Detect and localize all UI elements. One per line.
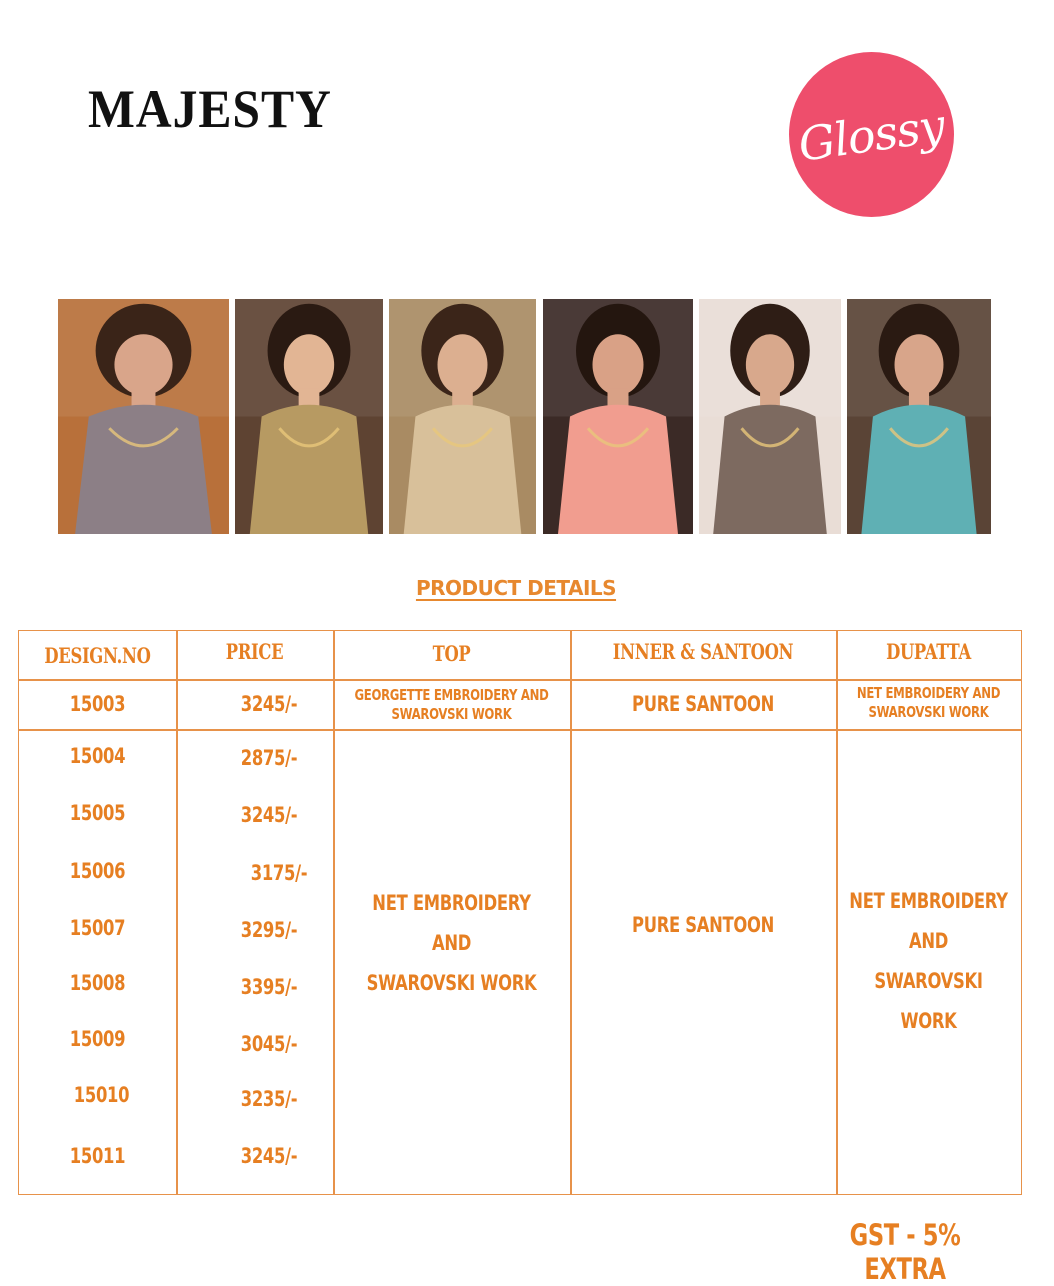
inner-group-cell: PURE SANTOON [632,913,774,937]
price-cell: 3245/- [240,803,298,827]
dupatta-line: SWAROVSKI WORK [868,703,989,721]
logo-text: Glossy [795,97,948,172]
row-divider [19,679,1021,681]
model-neck [909,388,929,407]
design-no-cell: 15007 [69,916,126,940]
price-cell: 3245/- [240,692,298,716]
dupatta-line: AND [908,929,949,953]
design-no-cell: 15010 [73,1083,130,1107]
model-neck [299,388,320,407]
dupatta-cell [849,684,1009,722]
model-face [593,334,644,395]
header-inner-santoon: INNER & SANTOON [612,639,794,664]
header-design-no: DESIGN.NO [44,643,151,668]
glossy-logo [789,52,954,217]
model-garment [250,405,368,534]
model-photo-6 [847,299,991,534]
dupatta-line: SWAROVSKI WORK [874,969,983,1033]
dupatta-group-cell [849,881,1009,1041]
model-photo-3-art [389,299,536,534]
design-no-cell: 15006 [69,859,126,883]
model-garment [861,405,976,534]
design-no-cell: 15003 [69,692,126,716]
top-line: SWAROVSKI WORK [366,971,537,995]
design-no-cell: 15011 [69,1144,126,1168]
header-price: PRICE [225,639,284,664]
model-photo-6-art [847,299,991,534]
row-divider [19,729,1021,731]
header-top: TOP [432,641,471,666]
price-cell: 3235/- [240,1087,298,1111]
product-details-heading: PRODUCT DETAILS [415,576,617,600]
top-line: AND [431,931,472,955]
model-photo-4 [543,299,693,534]
model-photo-4-art [543,299,693,534]
design-no-cell: 15008 [69,971,126,995]
inner-cell: PURE SANTOON [632,692,774,716]
price-cell: 3175/- [250,861,308,885]
price-cell: 2875/- [240,746,298,770]
brand-title: MAJESTY [88,79,332,139]
column-divider [570,631,572,1194]
top-group-cell [343,883,559,1003]
model-neck [608,388,629,407]
product-table [18,630,1022,1195]
model-neck [760,388,780,407]
design-no-cell: 15005 [69,801,126,825]
model-face [895,334,944,395]
model-garment [713,405,827,534]
top-line: GEORGETTE EMBROIDERY AND [354,686,549,704]
model-photo-5-art [699,299,841,534]
top-line: SWAROVSKI WORK [391,705,512,723]
top-cell [343,686,559,724]
design-no-cell: 15009 [69,1027,126,1051]
model-photo-2 [235,299,383,534]
column-divider [176,631,178,1194]
header-dupatta: DUPATTA [886,639,971,664]
model-face [284,334,334,395]
price-cell: 3395/- [240,975,298,999]
model-photo-5 [699,299,841,534]
model-face [746,334,794,395]
model-garment [558,405,678,534]
model-face [114,334,172,395]
model-photo-3 [389,299,536,534]
price-cell: 3295/- [240,918,298,942]
model-garment [404,405,522,534]
column-divider [836,631,838,1194]
dupatta-line: NET EMBROIDERY AND [856,684,1001,702]
model-photo-1 [58,299,229,534]
model-photo-1-art [58,299,229,534]
price-cell: 3045/- [240,1032,298,1056]
gst-note: GST - 5% EXTRA [849,1218,961,1286]
model-garment [75,405,212,534]
price-cell: 3245/- [240,1144,298,1168]
model-face [438,334,488,395]
model-neck [452,388,473,407]
top-line: NET EMBROIDERY [372,891,531,915]
model-photo-2-art [235,299,383,534]
model-neck [132,388,156,407]
design-no-cell: 15004 [69,744,126,768]
dupatta-line: NET EMBROIDERY [849,889,1008,913]
